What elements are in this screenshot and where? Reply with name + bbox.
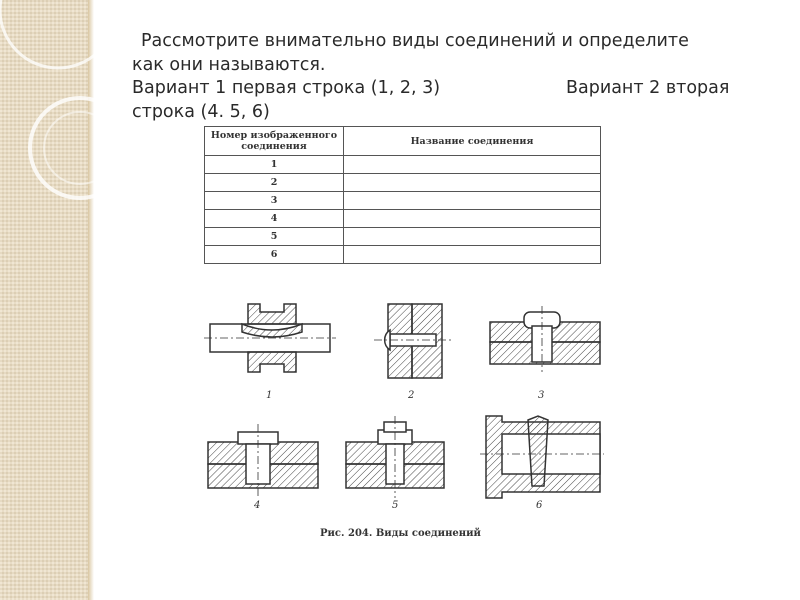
table-row [205, 156, 601, 174]
row-answer-cell [344, 246, 601, 264]
table-header-name: Название соединения [344, 127, 601, 156]
table-row [205, 174, 601, 192]
answer-table [204, 126, 601, 264]
figure-caption: Рис. 204. Виды соединений [320, 528, 481, 539]
figure-1-drawing [204, 304, 336, 372]
variant-row [132, 77, 772, 101]
row-answer-cell [344, 156, 601, 174]
task-line-1: Рассмотрите внимательно виды соединений и определите [141, 31, 689, 51]
table-header-row [205, 127, 601, 156]
row-answer-cell [344, 192, 601, 210]
row-answer-cell [344, 210, 601, 228]
figure-label-4: 4 [254, 500, 261, 511]
figure-label-6: 6 [536, 500, 543, 511]
table-header-number: Номер изображенного соединения [205, 127, 344, 156]
figure-label-3: 3 [538, 390, 545, 401]
row-answer-cell [344, 228, 601, 246]
row-number: 5 [205, 228, 344, 246]
table-row [205, 210, 601, 228]
joints-drawings [190, 292, 610, 522]
row-number: 3 [205, 192, 344, 210]
row-answer-cell [344, 174, 601, 192]
figure-3-drawing [490, 306, 600, 372]
figure-label-2: 2 [408, 390, 415, 401]
figure-5-drawing [346, 416, 444, 498]
figure-6-drawing [480, 416, 604, 498]
row-number: 1 [205, 156, 344, 174]
task-line-2: как они называются. [132, 54, 326, 75]
figure-label-1: 1 [266, 390, 273, 401]
variant-2-text: Вариант 2 вторая [566, 78, 730, 98]
row-number: 4 [205, 210, 344, 228]
figure-2-drawing [374, 304, 452, 378]
figure-label-5: 5 [392, 500, 399, 511]
decorative-circles [0, 0, 120, 220]
figure-4-drawing [208, 424, 318, 498]
task-line-4: строка (4. 5, 6) [132, 101, 270, 122]
task-description [132, 30, 772, 124]
variant-1-text: Вариант 1 первая строка (1, 2, 3) [132, 78, 441, 98]
table-row [205, 228, 601, 246]
table-row [205, 246, 601, 264]
row-number: 2 [205, 174, 344, 192]
table-row [205, 192, 601, 210]
row-number: 6 [205, 246, 344, 264]
